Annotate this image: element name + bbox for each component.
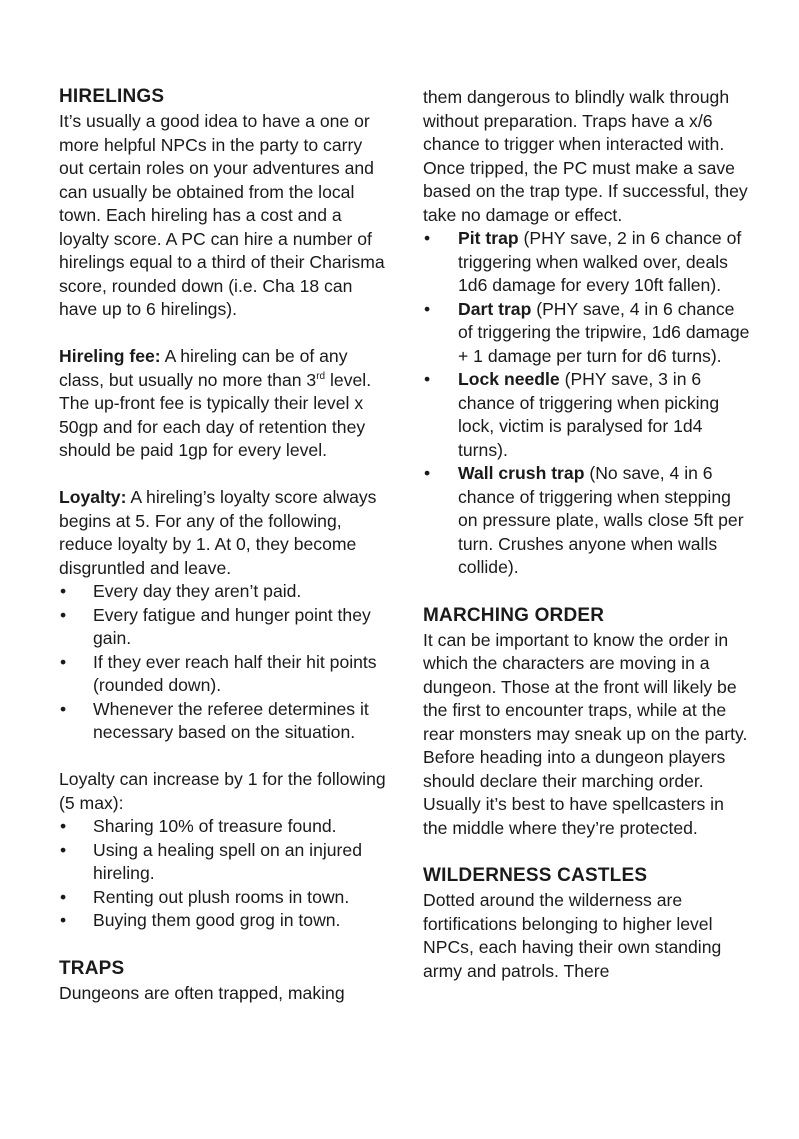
trap-item-dart: • Dart trap (PHY save, 4 in 6 chance of triggering the tripwire, 1d6 damage + 1 damage per turn for d6 turns).: [424, 298, 750, 366]
loyalty-label: Loyalty:: [59, 487, 127, 507]
list-item: • Renting out plush rooms in town.: [59, 886, 389, 910]
ordinal-suffix: rd: [316, 370, 326, 382]
bullet-icon: •: [60, 910, 67, 930]
loyalty-increase-list: [59, 815, 389, 933]
hireling-fee-text-1: A hireling can be of any class, but usually no more than 3: [59, 346, 348, 390]
marching-order-text: It can be important to know the order in which the characters are moving in a dungeon. Those at the front will likely be the first to encounter traps, while at the rear monsters may sneak up on the party. Before heading into a dungeon players should declare their marching order. Usually it’s best to have spellcasters in the middle where they’re protected.: [423, 629, 748, 838]
list-item: • Whenever the referee determines it necessary based on the situation.: [60, 698, 369, 742]
list-item: • Every fatigue and hunger point they gain.: [60, 604, 371, 648]
trap-item-wall-crush: • Wall crush trap (No save, 4 in 6 chance of triggering when stepping on pressure plate, walls close 5ft per turn. Crushes anyone when walls collide).: [424, 463, 744, 577]
bullet-icon: •: [60, 839, 67, 860]
left-column: [59, 84, 389, 1005]
bullet-icon: •: [60, 604, 67, 625]
loyalty-paragraph: [59, 486, 389, 580]
hireling-fee-label: Hireling fee:: [59, 346, 161, 366]
list-item: • Buying them good grog in town.: [59, 909, 389, 933]
hirelings-heading: HIRELINGS: [59, 86, 165, 107]
list-item: • If they ever reach half their hit points (rounded down).: [60, 651, 377, 695]
traps-intro-start: Dungeons are often trapped, making: [59, 982, 345, 1003]
hireling-fee-paragraph: [59, 345, 389, 463]
bullet-icon: •: [60, 886, 67, 907]
trap-item-pit: • Pit trap (PHY save, 2 in 6 chance of triggering when walked over, deals 1d6 damage for every 10ft fallen).: [424, 228, 742, 295]
bullet-icon: •: [60, 581, 67, 601]
marching-order-heading: MARCHING ORDER: [423, 604, 605, 626]
loyalty-increase-intro: Loyalty can increase by 1 for the following (5 max):: [59, 769, 386, 813]
hireling-fee-text-2: level. The up-front fee is typically their level x 50gp and for each day of retention they should be paid 1gp for every level.: [59, 369, 372, 460]
bullet-icon: •: [60, 651, 67, 672]
right-column: [423, 86, 753, 983]
list-item: • Every day they aren’t paid.: [59, 580, 389, 604]
loyalty-text: A hireling’s loyalty score always begins at 5. For any of the following, reduce loyalty by 1. At 0, they become disgruntled and leave.: [59, 487, 377, 578]
loyalty-reduce-list: [59, 580, 389, 745]
hirelings-intro: It’s usually a good idea to have a one or more helpful NPCs in the party to carry out certain roles on your adventures and can usually be obtained from the local town. Each hireling has a cost and a loyalty score. A PC can hire a number of hirelings equal to a third of their Charisma score, rounded down (i.e. Cha 18 can have up to 6 hirelings).: [59, 111, 385, 319]
traps-intro-continued: them dangerous to blindly walk through without preparation. Traps have a x/6 chance to trigger when interacted with. Once tripped, the PC must make a save based on the trap type. If successful, they take no damage or effect.: [423, 87, 748, 225]
list-item: • Using a healing spell on an injured hireling.: [60, 839, 362, 883]
trap-item-lock-needle: • Lock needle (PHY save, 3 in 6 chance of triggering when picking lock, victim is paralysed for 1d4 turns).: [424, 369, 720, 460]
bullet-icon: •: [424, 369, 431, 389]
traps-heading: TRAPS: [59, 957, 125, 979]
bullet-icon: •: [60, 698, 67, 719]
bullet-icon: •: [60, 816, 67, 836]
bullet-icon: •: [424, 298, 431, 319]
trap-list: [423, 227, 753, 580]
list-item: • Sharing 10% of treasure found.: [59, 815, 389, 839]
wilderness-castles-heading: WILDERNESS CASTLES: [423, 865, 648, 886]
bullet-icon: •: [424, 228, 431, 248]
bullet-icon: •: [424, 463, 431, 483]
wilderness-castles-text: Dotted around the wilderness are fortifications belonging to higher level NPCs, each having their own standing army and patrols. There: [423, 890, 722, 981]
